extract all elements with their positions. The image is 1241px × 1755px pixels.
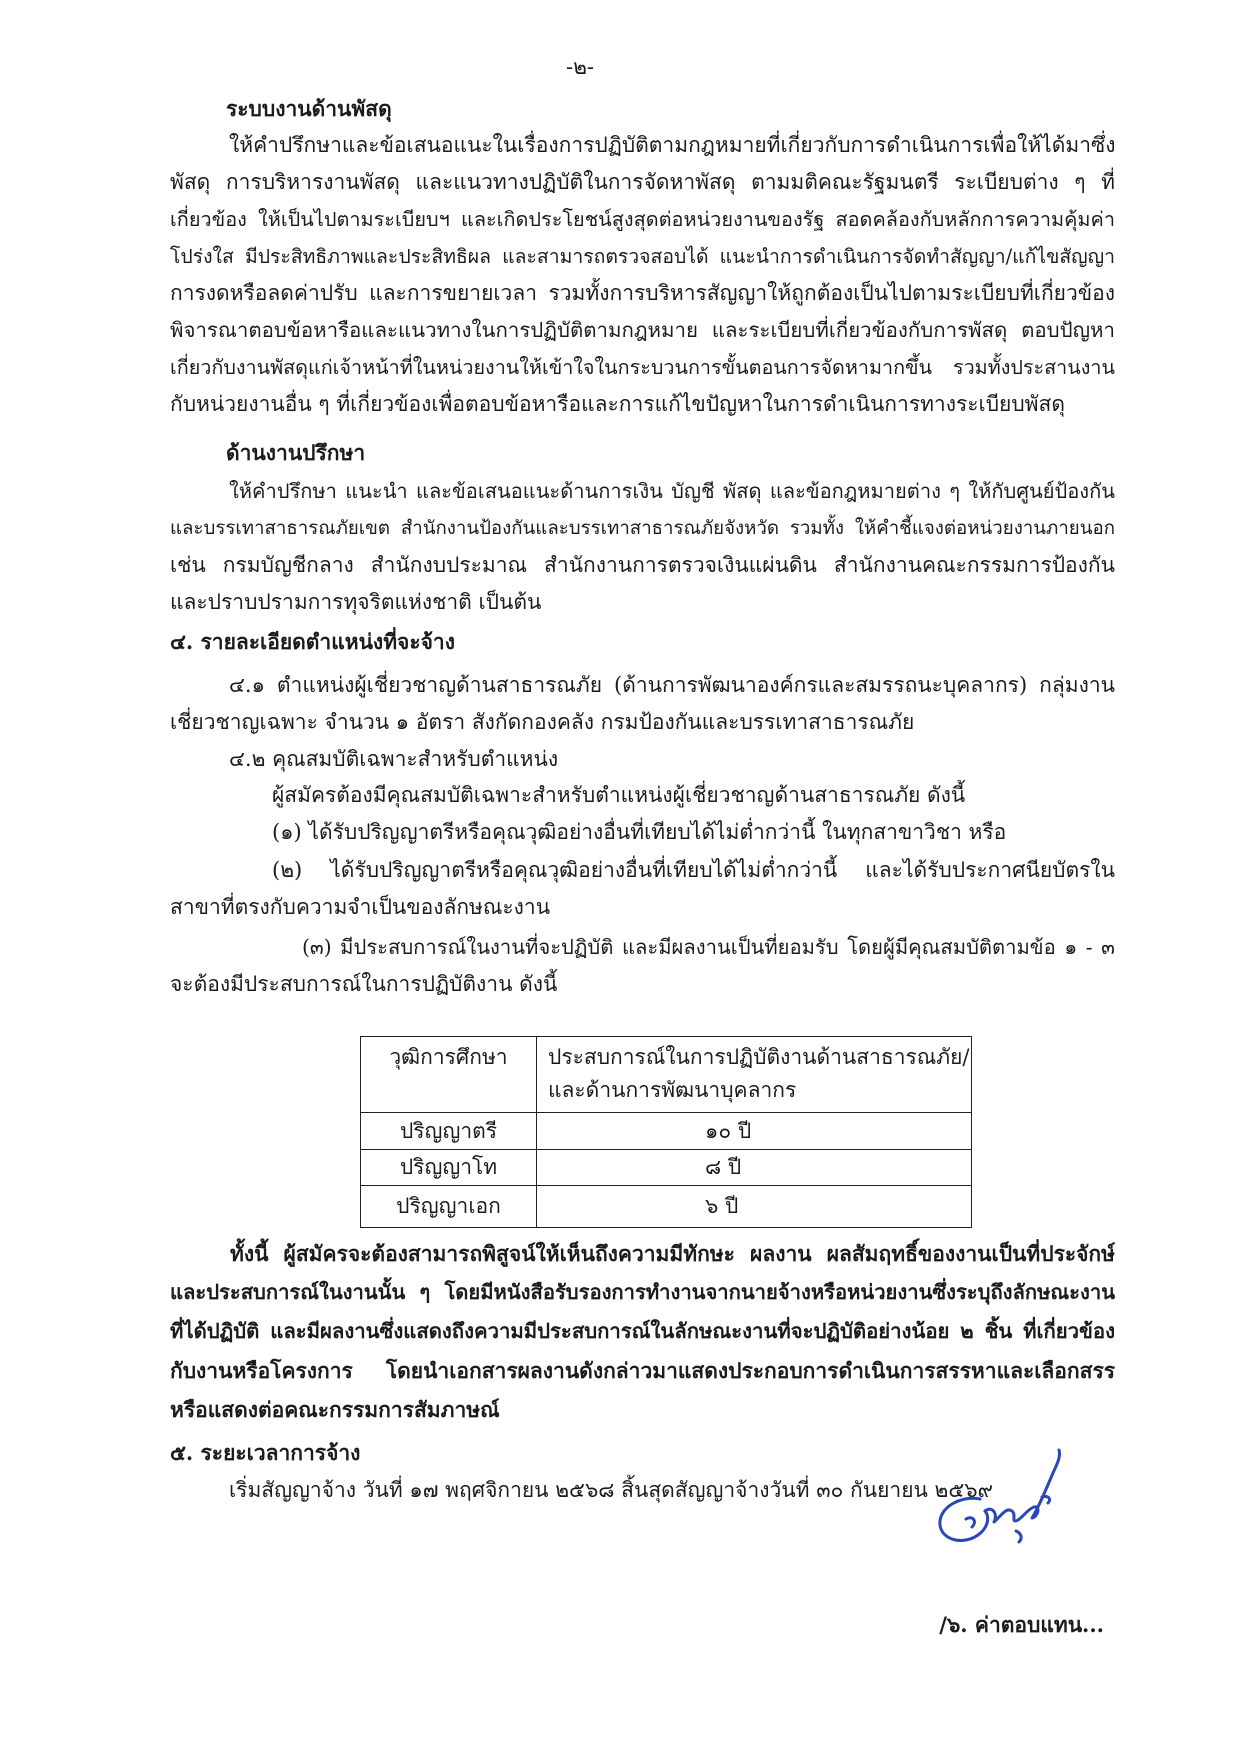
item-4-2	[170, 741, 1115, 778]
paragraph-line: สาขาที่ตรงกับความจำเป็นของลักษณะงาน	[170, 895, 551, 919]
degree-cell: ปริญญาโท	[361, 1150, 537, 1186]
signature-mark	[928, 1445, 1063, 1550]
section-heading-supplies	[170, 90, 1115, 127]
heading-text: ระบบงานด้านพัสดุ	[226, 96, 392, 121]
paragraph-line: ให้คำปรึกษาและข้อเสนอแนะในเรื่องการปฏิบัติตามกฎหมายที่เกี่ยวกับการดำเนินการเพื่อให้ได้มาซึ่ง	[229, 133, 1116, 157]
paragraph-line: จะต้องมีประสบการณ์ในการปฏิบัติงาน ดังนี้	[170, 972, 558, 996]
table-row	[361, 1113, 972, 1150]
paragraph-line: หรือแสดงต่อคณะกรรมการสัมภาษณ์	[170, 1397, 500, 1422]
section-heading-4	[170, 623, 1115, 660]
paragraph-line: (๑) ได้รับปริญญาตรีหรือคุณวุฒิอย่างอื่นที่เทียบได้ไม่ต่ำกว่านี้ ในทุกสาขาวิชา หรือ	[272, 820, 1007, 844]
paragraph-line: และประสบการณ์ในงานนั้น ๆ โดยมีหนังสือรับรองการทำงานจากนายจ้างหรือหน่วยงานซึ่งระบุถึงลักษณะงาน	[170, 1280, 1115, 1304]
paragraph-line: เกี่ยวข้อง ให้เป็นไปตามระเบียบฯ และเกิดประโยชน์สูงสุดต่อหน่วยงานของรัฐ สอดคล้องกับหลักการความคุ้มค่า	[170, 208, 1115, 231]
paragraph-line: ที่ได้ปฏิบัติ และมีผลงานซึ่งแสดงถึงความมีประสบการณ์ในลักษณะงานที่จะปฏิบัติอย่างน้อย ๒ ชิ้น ที่เกี่ยวข้อง	[170, 1319, 1115, 1343]
paragraph-line: โปร่งใส มีประสิทธิภาพและประสิทธิผล และสามารถตรวจสอบได้ แนะนำการดำเนินการจัดทำสัญญา/แก้ไขสัญญา	[170, 245, 1115, 268]
paragraph-line: เชี่ยวชาญเฉพาะ จำนวน ๑ อัตรา สังกัดกองคลัง กรมป้องกันและบรรเทาสาธารณภัย	[170, 710, 915, 734]
item-4-1	[170, 667, 1115, 741]
table-row	[361, 1186, 972, 1228]
header-experience-line: และด้านการพัฒนาบุคลากร	[548, 1078, 797, 1102]
note-paragraph	[170, 1234, 1115, 1429]
heading-text: ด้านงานปรึกษา	[226, 440, 366, 465]
paragraph-line: เกี่ยวกับงานพัสดุแก่เจ้าหน้าที่ในหน่วยงานให้เข้าใจในกระบวนการขั้นตอนการจัดหามากขึ้น รวมทั้งประสานงาน	[170, 356, 1115, 379]
paragraph-line: ผู้สมัครต้องมีคุณสมบัติเฉพาะสำหรับตำแหน่งผู้เชี่ยวชาญด้านสาธารณภัย ดังนี้	[272, 783, 966, 807]
paragraph-line: ๔.๒ คุณสมบัติเฉพาะสำหรับตำแหน่ง	[229, 747, 559, 771]
qualification-3	[170, 929, 1115, 1003]
paragraph-line: และปราบปรามการทุจริตแห่งชาติ เป็นต้น	[170, 590, 542, 614]
paragraph-line: พิจารณาตอบข้อหารือและแนวทางในการปฏิบัติตามกฎหมาย และระเบียบที่เกี่ยวข้องกับการพัสดุ ตอบปัญหา	[170, 318, 1115, 342]
heading-text: ๕. ระยะเวลาการจ้าง	[170, 1440, 361, 1465]
table-row	[361, 1150, 972, 1186]
years-cell: ๑๐ ปี	[537, 1113, 972, 1150]
paragraph-consulting	[170, 473, 1115, 621]
table-header-row	[361, 1037, 972, 1113]
section-heading-consulting	[170, 434, 1115, 471]
degree-cell: ปริญญาตรี	[361, 1113, 537, 1150]
header-education: วุฒิการศึกษา	[361, 1037, 537, 1113]
paragraph-line: กับงานหรือโครงการ โดยนำเอกสารผลงานดังกล่าวมาแสดงประกอบการดำเนินการสรรหาและเลือกสรร	[170, 1358, 1115, 1383]
years-cell: ๘ ปี	[537, 1150, 972, 1186]
paragraph-line: ทั้งนี้ ผู้สมัครจะต้องสามารถพิสูจน์ให้เห็นถึงความมีทักษะ ผลงาน ผลสัมฤทธิ์ของงานเป็นที่ประจักษ์	[230, 1241, 1115, 1266]
paragraph-line: และบรรเทาสาธารณภัยเขต สำนักงานป้องกันและบรรเทาสาธารณภัยจังหวัด รวมทั้ง ให้คำชี้แจงต่อหน่วยงานภายนอก	[170, 518, 1115, 539]
paragraph-line: ๔.๑ ตำแหน่งผู้เชี่ยวชาญด้านสาธารณภัย (ด้านการพัฒนาองค์กรและสมรรถนะบุคลากร) กลุ่มงาน	[229, 673, 1115, 697]
header-experience-line: ประสบการณ์ในการปฏิบัติงานด้านสาธารณภัย/	[548, 1045, 970, 1069]
paragraph-line: พัสดุ การบริหารงานพัสดุ และแนวทางปฏิบัติในการจัดหาพัสดุ ตามมติคณะรัฐมนตรี ระเบียบต่าง ๆ ที่	[170, 170, 1115, 194]
experience-table	[360, 1036, 972, 1228]
qualification-intro	[170, 777, 1115, 814]
continuation-marker: /๖. ค่าตอบแทน...	[939, 1612, 1104, 1637]
paragraph-line: กับหน่วยงานอื่น ๆ ที่เกี่ยวข้องเพื่อตอบข้อหารือและการแก้ไขปัญหาในการดำเนินการทางระเบียบพัสดุ	[170, 392, 1065, 416]
qualification-2	[170, 852, 1115, 926]
paragraph-line: เช่น กรมบัญชีกลาง สำนักงบประมาณ สำนักงานการตรวจเงินแผ่นดิน สำนักงานคณะกรรมการป้องกัน	[170, 553, 1115, 577]
page-number: -๒-	[565, 55, 595, 79]
header-experience	[537, 1037, 972, 1113]
paragraph-line: เริ่มสัญญาจ้าง วันที่ ๑๗ พฤศจิกายน ๒๕๖๘ สิ้นสุดสัญญาจ้างวันที่ ๓๐ กันยายน ๒๕๖๙	[229, 1478, 993, 1502]
paragraph-line: (๓) มีประสบการณ์ในงานที่จะปฏิบัติ และมีผลงานเป็นที่ยอมรับ โดยผู้มีคุณสมบัติตามข้อ ๑ - ๓	[302, 935, 1115, 959]
heading-text: ๔. รายละเอียดตำแหน่งที่จะจ้าง	[170, 629, 455, 654]
paragraph-line: การงดหรือลดค่าปรับ และการขยายเวลา รวมทั้งการบริหารสัญญาให้ถูกต้องเป็นไปตามระเบียบที่เกี่ยวข้อง	[170, 281, 1115, 305]
paragraph-supplies	[170, 127, 1115, 423]
years-cell: ๖ ปี	[537, 1186, 972, 1228]
qualification-1	[170, 814, 1115, 851]
paragraph-line: ให้คำปรึกษา แนะนำ และข้อเสนอแนะด้านการเงิน บัญชี พัสดุ และข้อกฎหมายต่าง ๆ ให้กับศูนย์ป้องกัน	[229, 479, 1115, 503]
degree-cell: ปริญญาเอก	[361, 1186, 537, 1228]
paragraph-line: (๒) ได้รับปริญญาตรีหรือคุณวุฒิอย่างอื่นที่เทียบได้ไม่ต่ำกว่านี้ และได้รับประกาศนียบัตรใน	[272, 858, 1115, 882]
